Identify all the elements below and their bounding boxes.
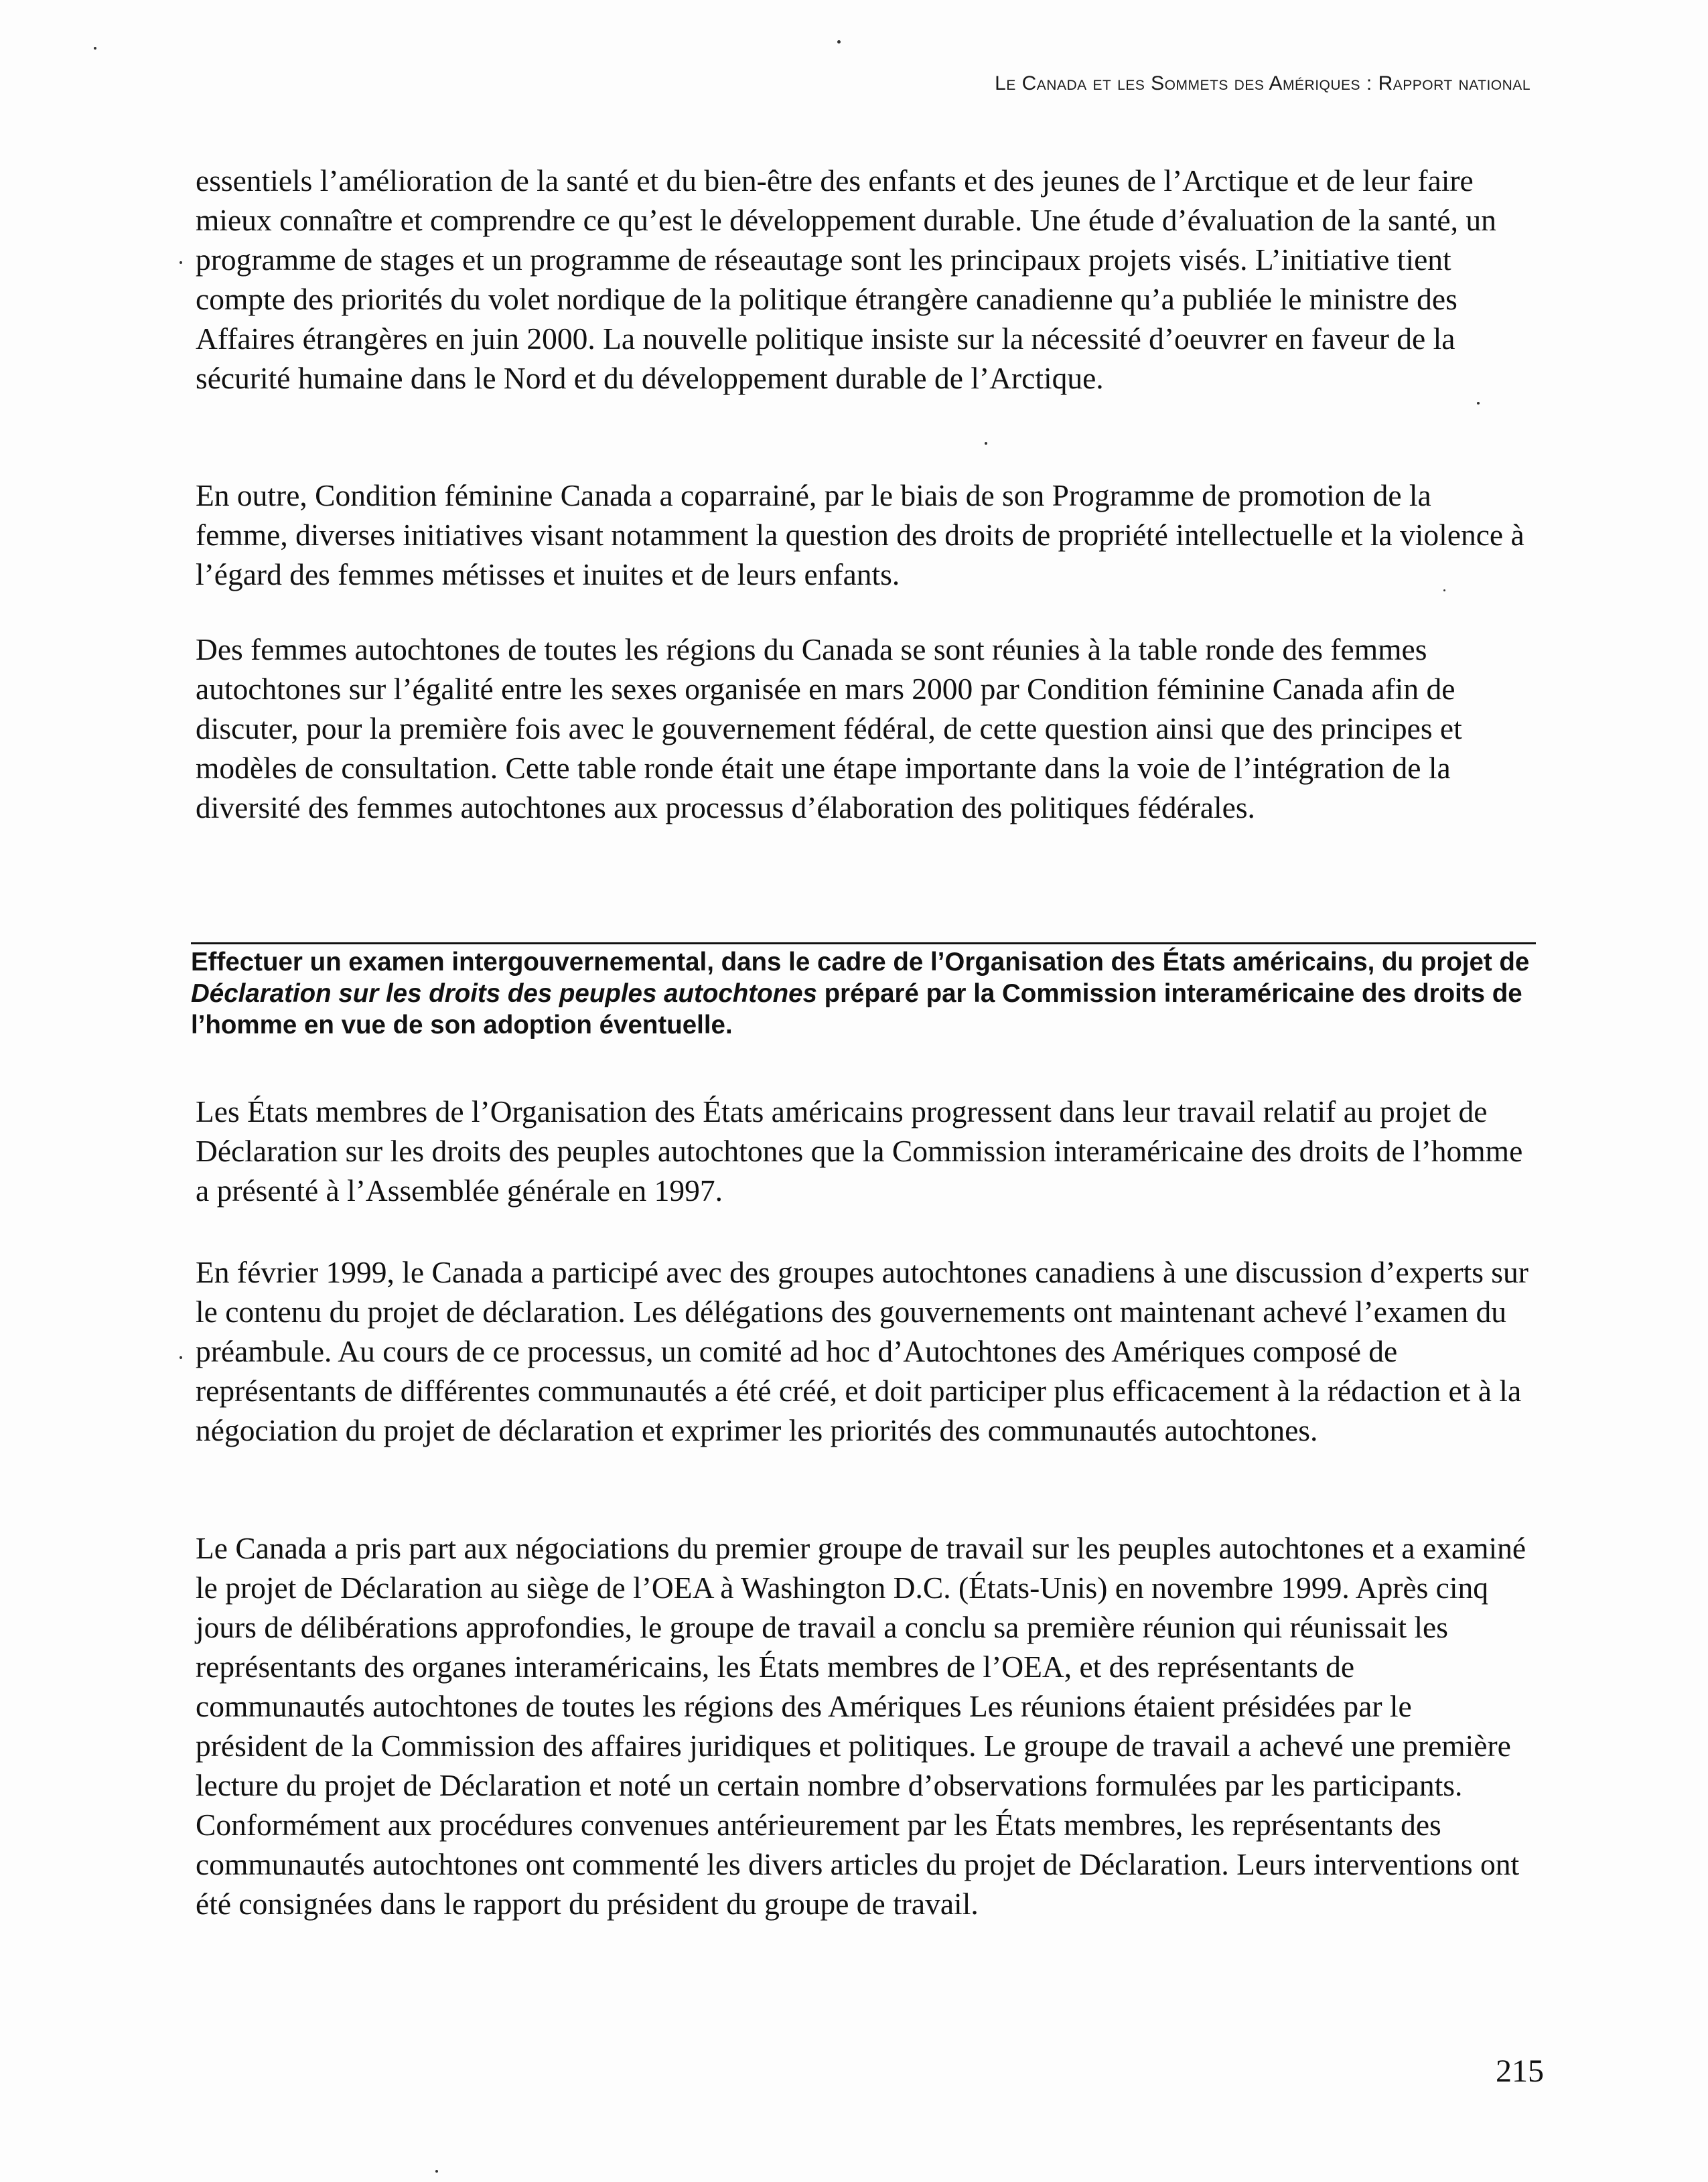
- scan-speck: [180, 1356, 182, 1359]
- paragraph-text: essentiels l’amélioration de la santé et du bien-être des enfants et des jeunes de l’Arctique et de leur faire mieux connaître et comprendre ce qu’est le développement durable. Une étude d’évaluation de la santé, un programme de stages et un programme de réseautage sont les principaux projets visés. L’initiative tient compte des priorités du volet nordique de la politique étrangère canadienne qu’a publiée le ministre des Affaires étrangères en juin 2000. La nouvelle politique insiste sur la nécessité d’oeuvrer en faveur de la sécurité humaine dans le Nord et du développement durable de l’Arctique.: [196, 163, 1496, 395]
- paragraph-expert-discussion: [196, 1252, 1528, 1450]
- section-heading-text-end: préparé par la Commission interaméricaine des droits de l’homme en vue de son adoption éventuelle.: [191, 979, 1522, 1039]
- page-number: 215: [1496, 2053, 1544, 2089]
- section-divider: [191, 942, 1536, 944]
- running-header: Le Canada et les Sommets des Amériques : Rapport national: [995, 72, 1531, 94]
- section-heading: [191, 946, 1537, 1041]
- paragraph-text: Des femmes autochtones de toutes les régions du Canada se sont réunies à la table ronde des femmes autochtones sur l’égalité entre les sexes organisée en mars 2000 par Condition féminine Canada afin de discuter, pour la première fois avec le gouvernement fédéral, de cette question ainsi que des principes et modèles de consultation. Cette table ronde était une étape importante dans la voie de l’intégration de la diversité des femmes autochtones aux processus d’élaboration des politiques fédérales.: [196, 632, 1462, 824]
- scan-speck: [837, 40, 841, 44]
- section-heading-text: Effectuer un examen intergouvernemental, dans le cadre de l’Organisation des États américains, du projet de: [191, 948, 1530, 976]
- scan-speck: [985, 442, 987, 445]
- scan-speck: [435, 2170, 438, 2173]
- paragraph-working-group: [196, 1528, 1528, 1923]
- scan-speck: [180, 261, 182, 264]
- scan-speck: [94, 47, 96, 50]
- paragraph-text: Le Canada a pris part aux négociations du premier groupe de travail sur les peuples autochtones et a examiné le projet de Déclaration au siège de l’OEA à Washington D.C. (États-Unis) en novembre 1999. Après cinq jours de délibérations approfondies, le groupe de travail a conclu sa première réunion qui réunissait les représentants des organes interaméricains, les États membres de l’OEA, et des représentants de communautés autochtones de toutes les régions des Amériques Les réunions étaient présidées par le président de la Commission des affaires juridiques et politiques. Le groupe de travail a achevé une première lecture du projet de Déclaration et noté un certain nombre d’observations formulées par les participants. Conformément aux procédures convenues antérieurement par les États membres, les représentants des communautés autochtones ont commenté les divers articles du projet de Déclaration. Leurs interventions ont été consignées dans le rapport du président du groupe de travail.: [196, 1531, 1526, 1921]
- paragraph-text: En outre, Condition féminine Canada a coparrainé, par le biais de son Programme de promotion de la femme, diverses initiatives visant notamment la question des droits de propriété intellectuelle et la violence à l’égard des femmes métisses et inuites et de leurs enfants.: [196, 478, 1524, 591]
- paragraph-arctic-initiative: [196, 161, 1528, 398]
- paragraph-text: Les États membres de l’Organisation des États américains progressent dans leur travail relatif au projet de Déclaration sur les droits des peuples autochtones que la Commission interaméricaine des droits de l’homme a présenté à l’Assemblée générale en 1997.: [196, 1094, 1523, 1208]
- paragraph-status-of-women: [196, 476, 1528, 594]
- scan-speck: [1443, 589, 1445, 591]
- paragraph-text: En février 1999, le Canada a participé avec des groupes autochtones canadiens à une discussion d’experts sur le contenu du projet de déclaration. Les délégations des gouvernements ont maintenant achevé l’examen du préambule. Au cours de ce processus, un comité ad hoc d’Autochtones des Amériques composé de représentants de différentes communautés a été créé, et doit participer plus efficacement à la rédaction et à la négociation du projet de déclaration et exprimer les priorités des communautés autochtones.: [196, 1255, 1528, 1447]
- paragraph-oas-progress: [196, 1092, 1528, 1210]
- section-heading-emphasis: Déclaration sur les droits des peuples autochtones: [191, 979, 817, 1008]
- scan-speck: [1477, 402, 1480, 405]
- paragraph-round-table: [196, 630, 1528, 827]
